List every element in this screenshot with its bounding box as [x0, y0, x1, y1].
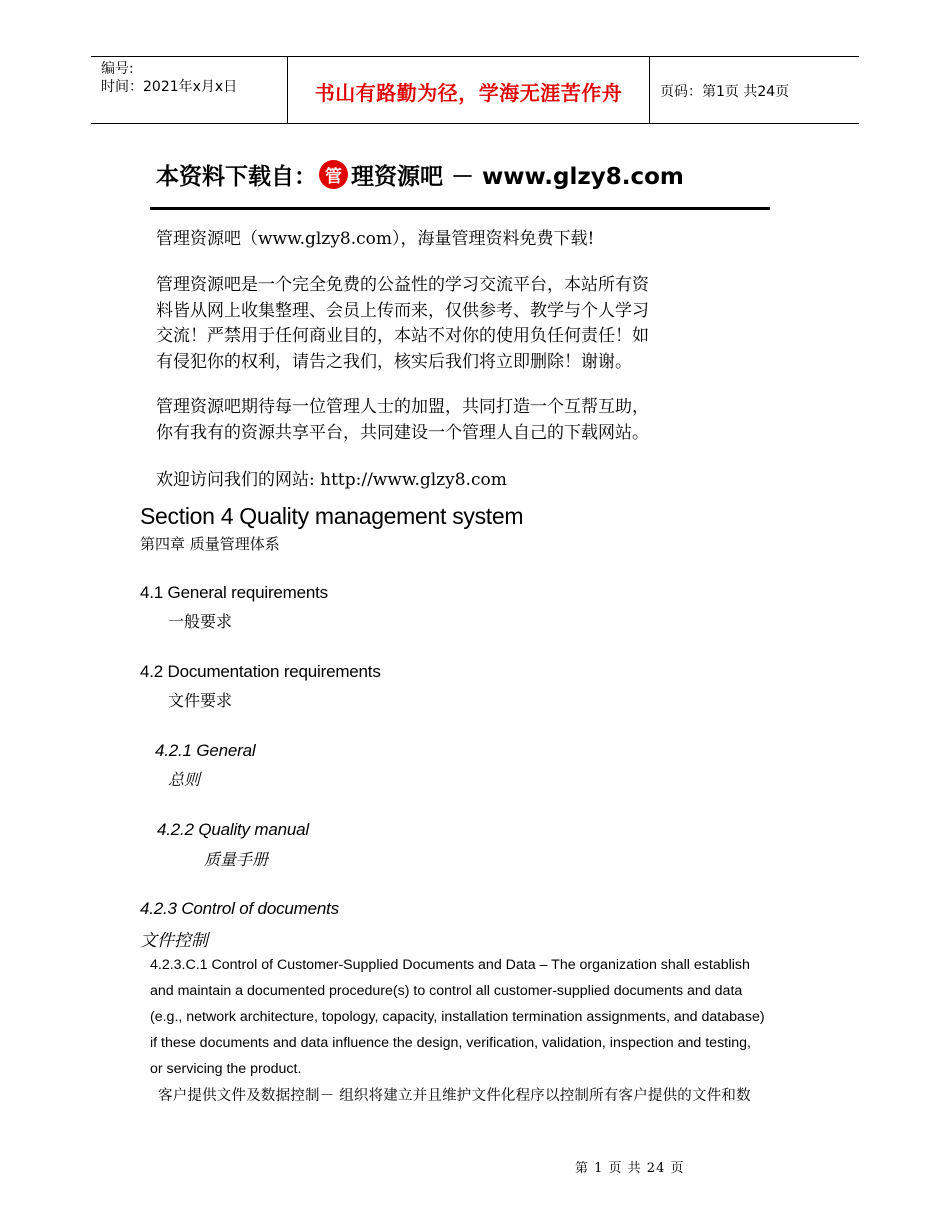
clause-4-2-3-c-1-zh: 客户提供文件及数据控制－ 组织将建立并且维护文件化程序以控制所有客户提供的文件和数 — [158, 1088, 751, 1104]
clause-line: or servicing the product. — [150, 1061, 302, 1077]
banner-invitation-line: 你有我有的资源共享平台，共同建设一个管理人自己的下载网站。 — [156, 422, 649, 443]
clause-line: and maintain a documented procedure(s) to control all customer-supplied documents and data — [150, 983, 743, 999]
banner-intro-line: 管理资源吧（www.glzy8.com），海量管理资料免费下载! — [156, 229, 595, 249]
heading-4-1: 4.1 General requirements — [140, 583, 328, 602]
header-page-info: 页码：第1页 共24页 — [660, 84, 790, 100]
heading-4-2-1-zh: 总则 — [168, 770, 201, 789]
banner-disclaimer-line: 管理资源吧是一个完全免费的公益性的学习交流平台，本站所有资 — [156, 275, 649, 295]
heading-4-2-2-zh: 质量手册 — [204, 850, 269, 869]
heading-4-1-zh: 一般要求 — [168, 612, 233, 631]
banner-title-suffix: 理资源吧 － www.glzy8.com — [351, 164, 684, 190]
banner-divider — [150, 207, 770, 210]
section-title-zh: 第四章 质量管理体系 — [140, 535, 280, 553]
clause-lead: 4.2.3.C.1 Control of Customer-Supplied Documents and Data — [150, 957, 536, 973]
banner-disclaimer-line: 交流！严禁用于任何商业目的，本站不对你的使用负任何责任！如 — [156, 326, 649, 346]
banner-disclaimer-line: 有侵犯你的权利，请告之我们，核实后我们将立即删除！谢谢。 — [156, 351, 632, 372]
heading-4-2-1: 4.2.1 General — [155, 741, 256, 760]
page-footer: 第 1 页 共 24 页 — [575, 1161, 685, 1176]
heading-4-2: 4.2 Documentation requirements — [140, 662, 381, 681]
document-time-label: 时间：2021年x月x日 — [101, 79, 238, 95]
section-title: Section 4 Quality management system — [140, 503, 524, 529]
clause-line: – The organization shall establish — [535, 957, 750, 973]
heading-4-2-zh: 文件要求 — [168, 691, 233, 710]
header-motto: 书山有路勤为径，学海无涯苦作舟 — [287, 57, 650, 123]
heading-4-2-3-zh: 文件控制 — [140, 931, 208, 951]
header-meta — [91, 57, 287, 123]
banner-title — [156, 158, 684, 191]
banner-invitation — [156, 395, 649, 446]
clause-4-2-3-c-1 — [150, 952, 840, 1082]
banner-disclaimer-line: 料皆从网上收集整理、会员上传而来，仅供参考、教学与个人学习 — [156, 300, 649, 321]
clause-line: (e.g., network architecture, topology, capacity, installation termination assignments, and database) — [150, 1009, 765, 1025]
banner-disclaimer — [156, 273, 649, 375]
heading-4-2-2: 4.2.2 Quality manual — [157, 820, 309, 839]
heading-4-2-3: 4.2.3 Control of documents — [140, 899, 339, 918]
clause-first-line — [150, 952, 840, 978]
clause-line: if these documents and data influence the design, verification, validation, inspection and testing, — [150, 1035, 751, 1051]
banner-title-prefix: 本资料下载自： — [156, 164, 317, 190]
glzy8-logo-icon: 管 — [319, 160, 348, 189]
download-source-banner — [150, 150, 775, 495]
banner-welcome-link: 欢迎访问我们的网站: http://www.glzy8.com — [156, 470, 507, 490]
document-number-label: 编号: — [101, 61, 134, 77]
banner-invitation-line: 管理资源吧期待每一位管理人士的加盟，共同打造一个互帮互助， — [156, 397, 649, 417]
page-header — [91, 56, 859, 124]
